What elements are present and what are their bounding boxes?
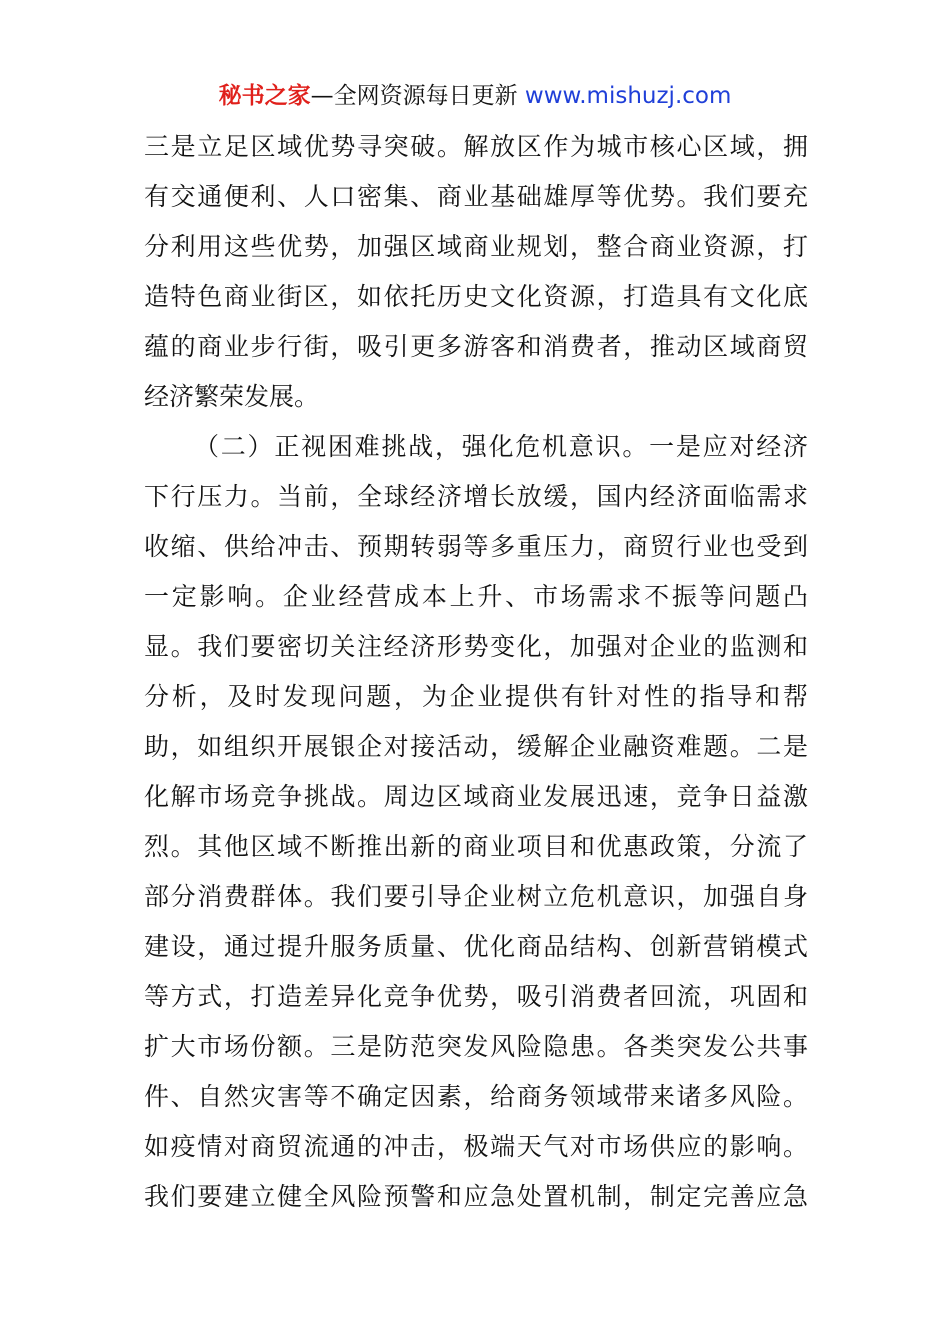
page-header bbox=[0, 80, 950, 112]
site-url[interactable]: www.mishuzj.com bbox=[524, 83, 732, 109]
header-tagline: —全网资源每日更新 bbox=[310, 83, 525, 109]
body-line: 分利用这些优势，加强区域商业规划，整合商业资源，打 bbox=[144, 232, 808, 261]
body-line: 建设，通过提升服务质量、优化商品结构、创新营销模式 bbox=[144, 932, 808, 961]
body-line: 扩大市场份额。三是防范突发风险隐患。各类突发公共事 bbox=[144, 1032, 808, 1061]
body-line: 造特色商业街区，如依托历史文化资源，打造具有文化底 bbox=[144, 282, 808, 311]
body-line: 烈。其他区域不断推出新的商业项目和优惠政策，分流了 bbox=[144, 832, 808, 861]
body-line: 部分消费群体。我们要引导企业树立危机意识，加强自身 bbox=[144, 882, 808, 911]
body-line: 蕴的商业步行街，吸引更多游客和消费者，推动区域商贸 bbox=[144, 332, 808, 361]
body-line: 下行压力。当前，全球经济增长放缓，国内经济面临需求 bbox=[144, 482, 808, 511]
body-line: 三是立足区域优势寻突破。解放区作为城市核心区域，拥 bbox=[144, 132, 808, 161]
body-line: 件、自然灾害等不确定因素，给商务领域带来诸多风险。 bbox=[144, 1082, 808, 1111]
body-line: 显。我们要密切关注经济形势变化，加强对企业的监测和 bbox=[144, 632, 808, 661]
body-line: 一定影响。企业经营成本上升、市场需求不振等问题凸 bbox=[144, 582, 808, 611]
body-line: 我们要建立健全风险预警和应急处置机制，制定完善应急 bbox=[144, 1182, 808, 1211]
body-line: 经济繁荣发展。 bbox=[144, 382, 320, 411]
body-line: （二）正视困难挑战，强化危机意识。一是应对经济 bbox=[194, 432, 808, 461]
body-line: 如疫情对商贸流通的冲击，极端天气对市场供应的影响。 bbox=[144, 1132, 808, 1161]
body-line: 有交通便利、人口密集、商业基础雄厚等优势。我们要充 bbox=[144, 182, 808, 211]
body-line: 化解市场竞争挑战。周边区域商业发展迅速，竞争日益激 bbox=[144, 782, 808, 811]
body-line: 等方式，打造差异化竞争优势，吸引消费者回流，巩固和 bbox=[144, 982, 808, 1011]
brand-name: 秘书之家 bbox=[218, 83, 311, 109]
document-body bbox=[144, 122, 808, 1222]
body-line: 分析，及时发现问题，为企业提供有针对性的指导和帮 bbox=[144, 682, 808, 711]
body-line: 助，如组织开展银企对接活动，缓解企业融资难题。二是 bbox=[144, 732, 808, 761]
body-line: 收缩、供给冲击、预期转弱等多重压力，商贸行业也受到 bbox=[144, 532, 808, 561]
